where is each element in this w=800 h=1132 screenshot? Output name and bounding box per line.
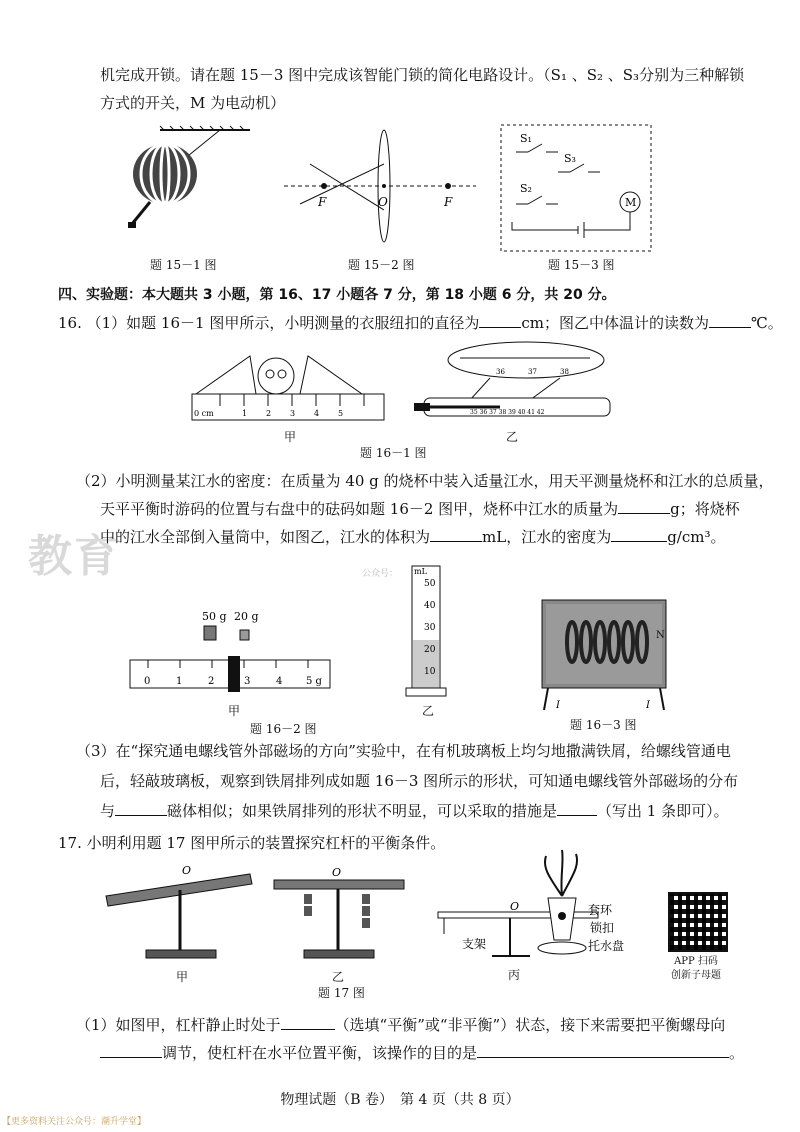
label-N: N (656, 630, 665, 641)
svg-text:2: 2 (266, 409, 272, 418)
caption-16-3: 题 16－3 图 (570, 718, 637, 732)
weight-50g: 50 g (202, 610, 227, 623)
figure-17-bing (430, 848, 630, 972)
qr-caption-2: 创新子母题 (671, 970, 721, 981)
caption-yi: 乙 (506, 430, 519, 444)
svg-text:20: 20 (424, 645, 436, 655)
answer-blank[interactable] (709, 313, 751, 328)
text-line: （2）小明测量某江水的密度：在质量为 40 g 的烧杯中装入适量江水，用天平测量烧杯和江水的总质量， (76, 472, 774, 490)
page-footer: 物理试题（B 卷） 第 4 页（共 8 页） (280, 1092, 520, 1108)
figure-16-2-cylinder (402, 560, 452, 700)
ruler-unit: 0 cm (194, 409, 214, 418)
label-I-right: I (646, 700, 650, 711)
answer-blank[interactable] (611, 527, 667, 542)
caption-16-1: 题 16－1 图 (360, 446, 427, 460)
watermark-small: 公众号： (362, 569, 399, 579)
question-17: 17. 小明利用题 17 图甲所示的装置探究杠杆的平衡条件。 (58, 834, 446, 852)
question-17-1: （1）如图甲，杠杆静止时处于 （选填“平衡”或“非平衡”）状态，接下来需要把平衡螺母向 (76, 1016, 726, 1034)
label-M: M (625, 196, 637, 209)
text-line: 方式的开关，M 为电动机） (100, 94, 286, 112)
caption-15-1: 题 15－1 图 (150, 258, 217, 272)
svg-text:36: 36 (496, 368, 505, 376)
figure-17-jia (100, 862, 260, 968)
qr-code[interactable] (668, 892, 728, 952)
question-16-1: 16. （1）如题 16－1 图甲所示，小明测量的衣服纽扣的直径为 cm；图乙中体温计的读数为 ℃。 (58, 314, 783, 332)
svg-text:4: 4 (276, 676, 283, 687)
answer-blank[interactable] (115, 801, 167, 816)
caption-jia: 甲 (284, 430, 297, 444)
question-16-2: 天平平衡时游码的位置与右盘中的砝码如题 16－2 图甲，烧杯中江水的质量为 g；将烧杯 (100, 500, 740, 518)
caption-yi-2: 乙 (422, 704, 435, 718)
svg-text:30: 30 (424, 623, 436, 633)
label-suokou: 锁扣 (590, 921, 615, 935)
svg-text:1: 1 (176, 676, 183, 687)
svg-text:3: 3 (290, 409, 296, 418)
label-F-right: F (444, 195, 453, 209)
figure-16-3 (536, 596, 672, 714)
label-F-left: F (318, 195, 327, 209)
text-line: 机完成开锁。请在题 15－3 图中完成该智能门锁的简化电路设计。（S₁ 、S₂ 、S₃分别为三种解锁 (100, 66, 745, 84)
label-I-left: I (556, 700, 560, 711)
caption-bing: 丙 (508, 968, 521, 982)
answer-blank[interactable] (430, 527, 482, 542)
text-line: （3）在“探究通电螺线管外部磁场的方向”实验中，在有机玻璃板上均匀地撒满铁屑，给螺线管通电 (76, 742, 731, 760)
svg-text:5 g: 5 g (306, 676, 322, 687)
question-16-3: 与 磁体相似；如果铁屑排列的形状不明显，可以采取的措施是 （写出 1 条即可）。 (100, 802, 729, 820)
figure-16-2-balance (126, 606, 336, 702)
svg-text:4: 4 (314, 409, 320, 418)
figure-15-2 (280, 124, 480, 249)
svg-text:3: 3 (244, 676, 251, 687)
qr-caption-1: APP 扫码 (674, 956, 718, 967)
answer-blank[interactable] (557, 801, 597, 816)
caption-jia-3: 甲 (176, 970, 189, 984)
label-tuoshuipan: 托水盘 (588, 939, 625, 953)
cylinder-unit: mL (414, 567, 427, 576)
caption-jia-2: 甲 (228, 704, 241, 718)
label-S3: S₃ (564, 152, 576, 165)
svg-text:1: 1 (242, 409, 248, 418)
svg-text:5: 5 (338, 409, 344, 418)
question-17-1b: 调节，使杠杆在水平位置平衡，该操作的目的是 。 (100, 1042, 744, 1064)
svg-text:0: 0 (144, 676, 151, 687)
figure-16-1-ruler (190, 346, 390, 426)
label-S1: S₁ (520, 132, 532, 145)
figure-15-3 (498, 122, 654, 254)
corner-note: 【更多资料关注公众号：潮升学堂】 (2, 1117, 147, 1127)
section-heading: 四、实验题：本大题共 3 小题，第 16、17 小题各 7 分，第 18 小题 6 分，共 20 分。 (58, 287, 616, 303)
text-line: 后，轻敲玻璃板，观察到铁屑排列成如题 16－3 图所示的形状，可知通电螺线管外部磁场的分布 (100, 772, 739, 790)
svg-text:38: 38 (560, 368, 569, 376)
caption-15-3: 题 15－3 图 (548, 258, 615, 272)
svg-text:O: O (182, 864, 192, 877)
label-O: O (378, 195, 388, 209)
svg-text:35 36 37 38 39 40 41 42: 35 36 37 38 39 40 41 42 (470, 409, 545, 416)
svg-text:10: 10 (424, 667, 436, 677)
weight-20g: 20 g (234, 610, 259, 623)
caption-15-2: 题 15－2 图 (348, 258, 415, 272)
caption-16-2: 题 16－2 图 (250, 722, 317, 736)
svg-text:50: 50 (424, 579, 436, 589)
question-16-2b: 中的江水全部倒入量筒中，如图乙，江水的体积为 mL，江水的密度为 g/cm³。 (100, 528, 726, 546)
label-S2: S₂ (520, 182, 532, 195)
answer-blank[interactable] (477, 1043, 729, 1058)
answer-blank[interactable] (100, 1043, 162, 1058)
caption-yi-3: 乙 (332, 970, 345, 984)
answer-blank[interactable] (618, 499, 670, 514)
svg-text:37: 37 (528, 368, 537, 376)
figure-17-yi (268, 862, 408, 968)
answer-blank[interactable] (479, 313, 521, 328)
label-taohuan: 套环 (588, 903, 613, 917)
figure-16-1-thermometer (410, 340, 620, 426)
answer-blank[interactable] (281, 1015, 335, 1030)
label-zhijia: 支架 (462, 937, 487, 951)
svg-text:2: 2 (208, 676, 215, 687)
watermark: 教育 (28, 531, 120, 582)
figure-15-1 (120, 124, 260, 252)
caption-17: 题 17 图 (318, 986, 365, 1000)
svg-text:40: 40 (424, 601, 436, 611)
svg-text:O: O (510, 900, 520, 913)
svg-text:O: O (332, 866, 342, 879)
